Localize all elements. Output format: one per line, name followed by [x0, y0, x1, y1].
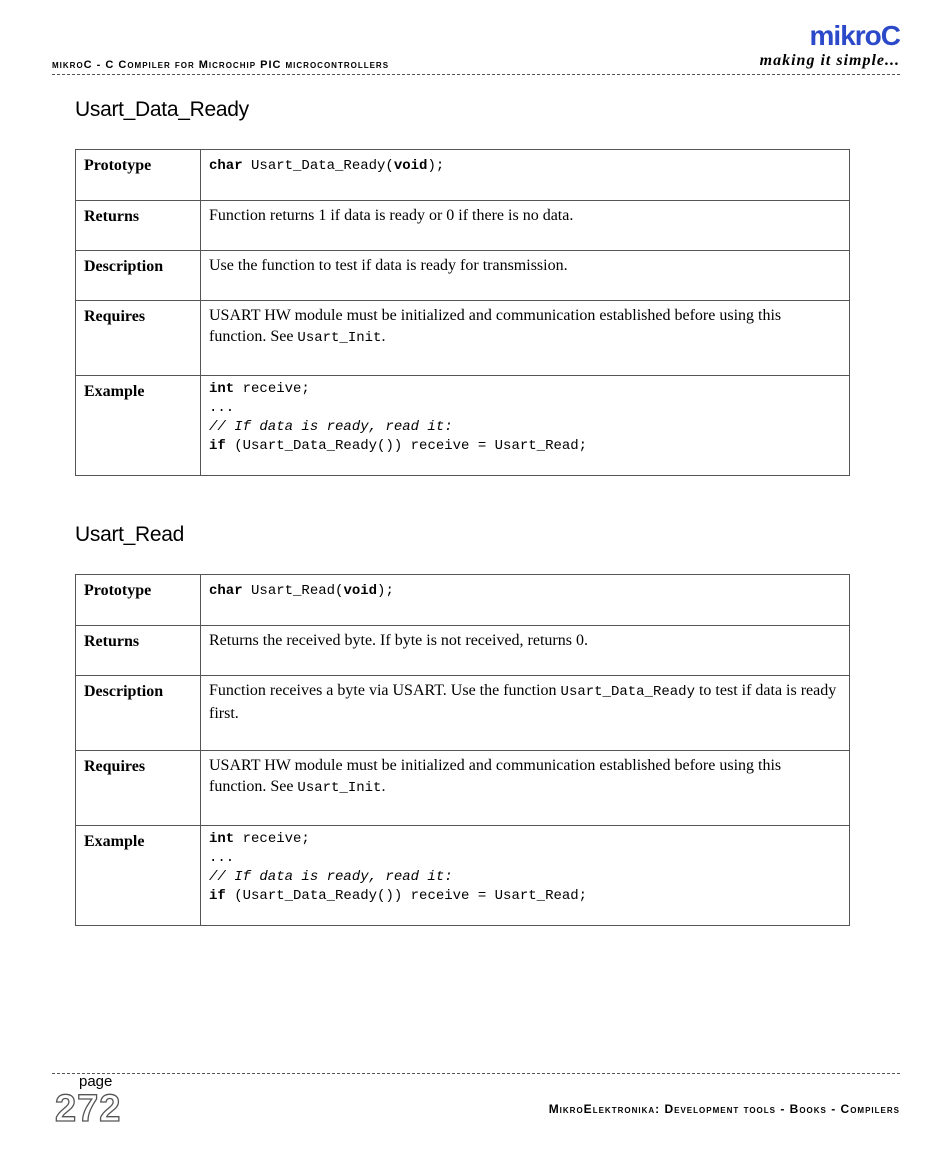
- prototype-value: [201, 150, 850, 201]
- code-keyword: int: [209, 831, 235, 847]
- example-code: [201, 826, 850, 926]
- description-label: Description: [76, 251, 201, 301]
- prototype-row: [76, 150, 850, 201]
- description-row: [76, 676, 850, 751]
- requires-row: [76, 751, 850, 826]
- section-title-usart-read: Usart_Read: [75, 523, 185, 546]
- header-tagline: making it simple...: [759, 52, 900, 69]
- requires-end: .: [381, 778, 386, 795]
- code-keyword: char: [209, 583, 243, 599]
- code-text: receive;: [234, 831, 310, 847]
- returns-row: [76, 626, 850, 676]
- description-code: Usart_Data_Ready: [560, 684, 695, 700]
- header-title: mikroC - C Compiler for Microchip PIC microcontrollers: [52, 59, 390, 71]
- page-number: 272: [55, 1088, 122, 1130]
- code-text: Usart_Read(: [242, 583, 344, 599]
- example-label: Example: [76, 376, 201, 476]
- footer-divider: [52, 1073, 900, 1074]
- code-keyword: int: [209, 381, 235, 397]
- example-label: Example: [76, 826, 201, 926]
- example-code: [201, 376, 850, 476]
- code-text: receive;: [234, 381, 310, 397]
- returns-value: Function returns 1 if data is ready or 0 if there is no data.: [201, 201, 850, 251]
- description-text: Function receives a byte via USART. Use the function: [209, 682, 561, 699]
- code-text: (Usart_Data_Ready()) receive = Usart_Read;: [225, 888, 588, 904]
- code-text: );: [377, 583, 394, 599]
- example-row: [76, 376, 850, 476]
- requires-end: .: [381, 328, 386, 345]
- code-keyword: void: [343, 583, 378, 599]
- code-text: ...: [209, 400, 235, 416]
- code-keyword: if: [209, 888, 226, 904]
- prototype-label: Prototype: [76, 150, 201, 201]
- requires-code: Usart_Init: [297, 780, 382, 796]
- code-comment: // If data is ready, read it:: [209, 869, 453, 885]
- requires-text: USART HW module must be initialized and communication established before using this function. See: [209, 307, 782, 345]
- requires-row: [76, 301, 850, 376]
- example-row: [76, 826, 850, 926]
- code-text: Usart_Data_Ready(: [242, 158, 394, 174]
- usart-read-table: [75, 574, 850, 926]
- code-keyword: char: [209, 158, 243, 174]
- header-divider: [52, 74, 900, 75]
- description-value: [201, 676, 850, 751]
- requires-value: [201, 301, 850, 376]
- description-label: Description: [76, 676, 201, 751]
- prototype-value: [201, 575, 850, 626]
- description-value: Use the function to test if data is ready for transmission.: [201, 251, 850, 301]
- section-title-usart-data-ready: Usart_Data_Ready: [75, 98, 249, 121]
- code-keyword: if: [209, 438, 226, 454]
- code-text: );: [427, 158, 445, 174]
- code-keyword: void: [393, 158, 428, 174]
- footer-text: MikroElektronika: Development tools - Books - Compilers: [548, 1102, 900, 1116]
- code-comment: // If data is ready, read it:: [209, 419, 453, 435]
- requires-label: Requires: [76, 751, 201, 826]
- mikroc-logo: mikroC: [809, 20, 900, 51]
- returns-label: Returns: [76, 626, 201, 676]
- requires-value: [201, 751, 850, 826]
- description-row: [76, 251, 850, 301]
- code-text: ...: [209, 850, 235, 866]
- usart-data-ready-table: [75, 149, 850, 476]
- requires-code: Usart_Init: [297, 330, 382, 346]
- prototype-label: Prototype: [76, 575, 201, 626]
- description-text: to test if data is ready first.: [209, 682, 837, 722]
- returns-label: Returns: [76, 201, 201, 251]
- returns-value: Returns the received byte. If byte is not received, returns 0.: [201, 626, 850, 676]
- prototype-row: [76, 575, 850, 626]
- page-label: page: [79, 1073, 113, 1090]
- returns-row: [76, 201, 850, 251]
- code-text: (Usart_Data_Ready()) receive = Usart_Read;: [225, 438, 588, 454]
- requires-text: USART HW module must be initialized and communication established before using this function. See: [209, 757, 782, 795]
- requires-label: Requires: [76, 301, 201, 376]
